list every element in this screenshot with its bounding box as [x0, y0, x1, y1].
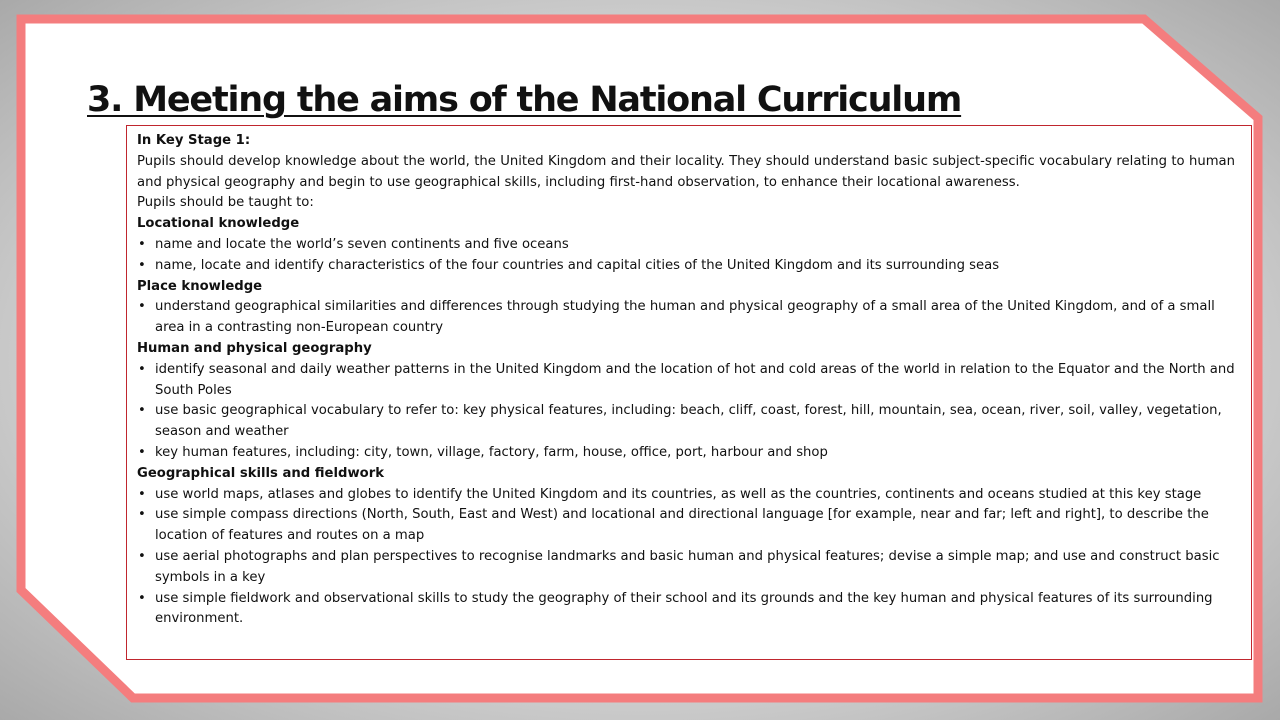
list-item-text: identify seasonal and daily weather patterns in the United Kingdom and the location of hot and cold areas of the world in relation to the Equator and the North and South Poles: [155, 361, 1235, 398]
bullet-icon: •: [138, 548, 146, 564]
list-item-text: understand geographical similarities and differences through studying the human and physical geography of a small area of the United Kingdom, and of a small area in a contrasting non-European country: [155, 299, 1215, 336]
list-item: [137, 505, 1235, 547]
list-item: [137, 485, 1235, 506]
list-item: [137, 589, 1235, 631]
curriculum-content-box: [126, 125, 1252, 660]
list-item: [137, 297, 1235, 339]
human-physical-geography-list: [137, 360, 1235, 464]
list-item-text: name, locate and identify characteristics of the four countries and capital cities of the United Kingdom and its surrounding seas: [155, 257, 1000, 273]
list-item-text: use world maps, atlases and globes to identify the United Kingdom and its countries, as well as the countries, continents and oceans studied at this key stage: [155, 486, 1202, 502]
section-heading-geographical-skills: Geographical skills and fieldwork: [137, 465, 384, 481]
bullet-icon: •: [138, 299, 146, 315]
list-item-text: key human features, including: city, town, village, factory, farm, house, office, port, harbour and shop: [155, 444, 828, 460]
section-heading-place-knowledge: Place knowledge: [137, 278, 263, 294]
list-item: [137, 547, 1235, 589]
bullet-icon: •: [138, 507, 146, 523]
locational-knowledge-list: [137, 235, 1235, 277]
section-heading-locational-knowledge: Locational knowledge: [137, 216, 300, 232]
slide-title: 3. Meeting the aims of the National Curriculum: [87, 80, 962, 120]
bullet-icon: •: [138, 403, 146, 419]
list-item: [137, 256, 1235, 277]
geographical-skills-list: [137, 485, 1235, 631]
bullet-icon: •: [138, 590, 146, 606]
place-knowledge-list: [137, 297, 1235, 339]
list-item-text: use basic geographical vocabulary to refer to: key physical features, including: beach, cliff, coast, forest, hill, mountain, sea, ocean, river, soil, valley, vegetation, season and weather: [155, 403, 1222, 440]
list-item: [137, 401, 1235, 443]
bullet-icon: •: [138, 236, 146, 252]
list-item-text: use simple fieldwork and observational skills to study the geography of their school and its grounds and the key human and physical features of its surrounding environment.: [155, 590, 1213, 627]
list-item: [137, 360, 1235, 402]
bullet-icon: •: [138, 486, 146, 502]
bullet-icon: •: [138, 257, 146, 273]
intro-paragraph: Pupils should develop knowledge about the world, the United Kingdom and their locality. They should understand basic subject-specific vocabulary relating to human and physical geography and begin to use geographical skills, including first-hand observation, to enhance their locational awareness.: [137, 153, 1235, 190]
taught-intro: Pupils should be taught to:: [137, 195, 314, 211]
list-item: [137, 443, 1235, 464]
section-heading-human-physical-geography: Human and physical geography: [137, 340, 372, 356]
stage-heading: In Key Stage 1:: [137, 133, 251, 148]
list-item-text: name and locate the world’s seven continents and five oceans: [155, 236, 569, 252]
list-item-text: use simple compass directions (North, South, East and West) and locational and directional language [for example, near and far; left and right], to describe the location of features and routes on a map: [155, 507, 1209, 544]
bullet-icon: •: [138, 444, 146, 460]
list-item-text: use aerial photographs and plan perspectives to recognise landmarks and basic human and physical features; devise a simple map; and use and construct basic symbols in a key: [155, 548, 1220, 585]
list-item: [137, 235, 1235, 256]
bullet-icon: •: [138, 361, 146, 377]
